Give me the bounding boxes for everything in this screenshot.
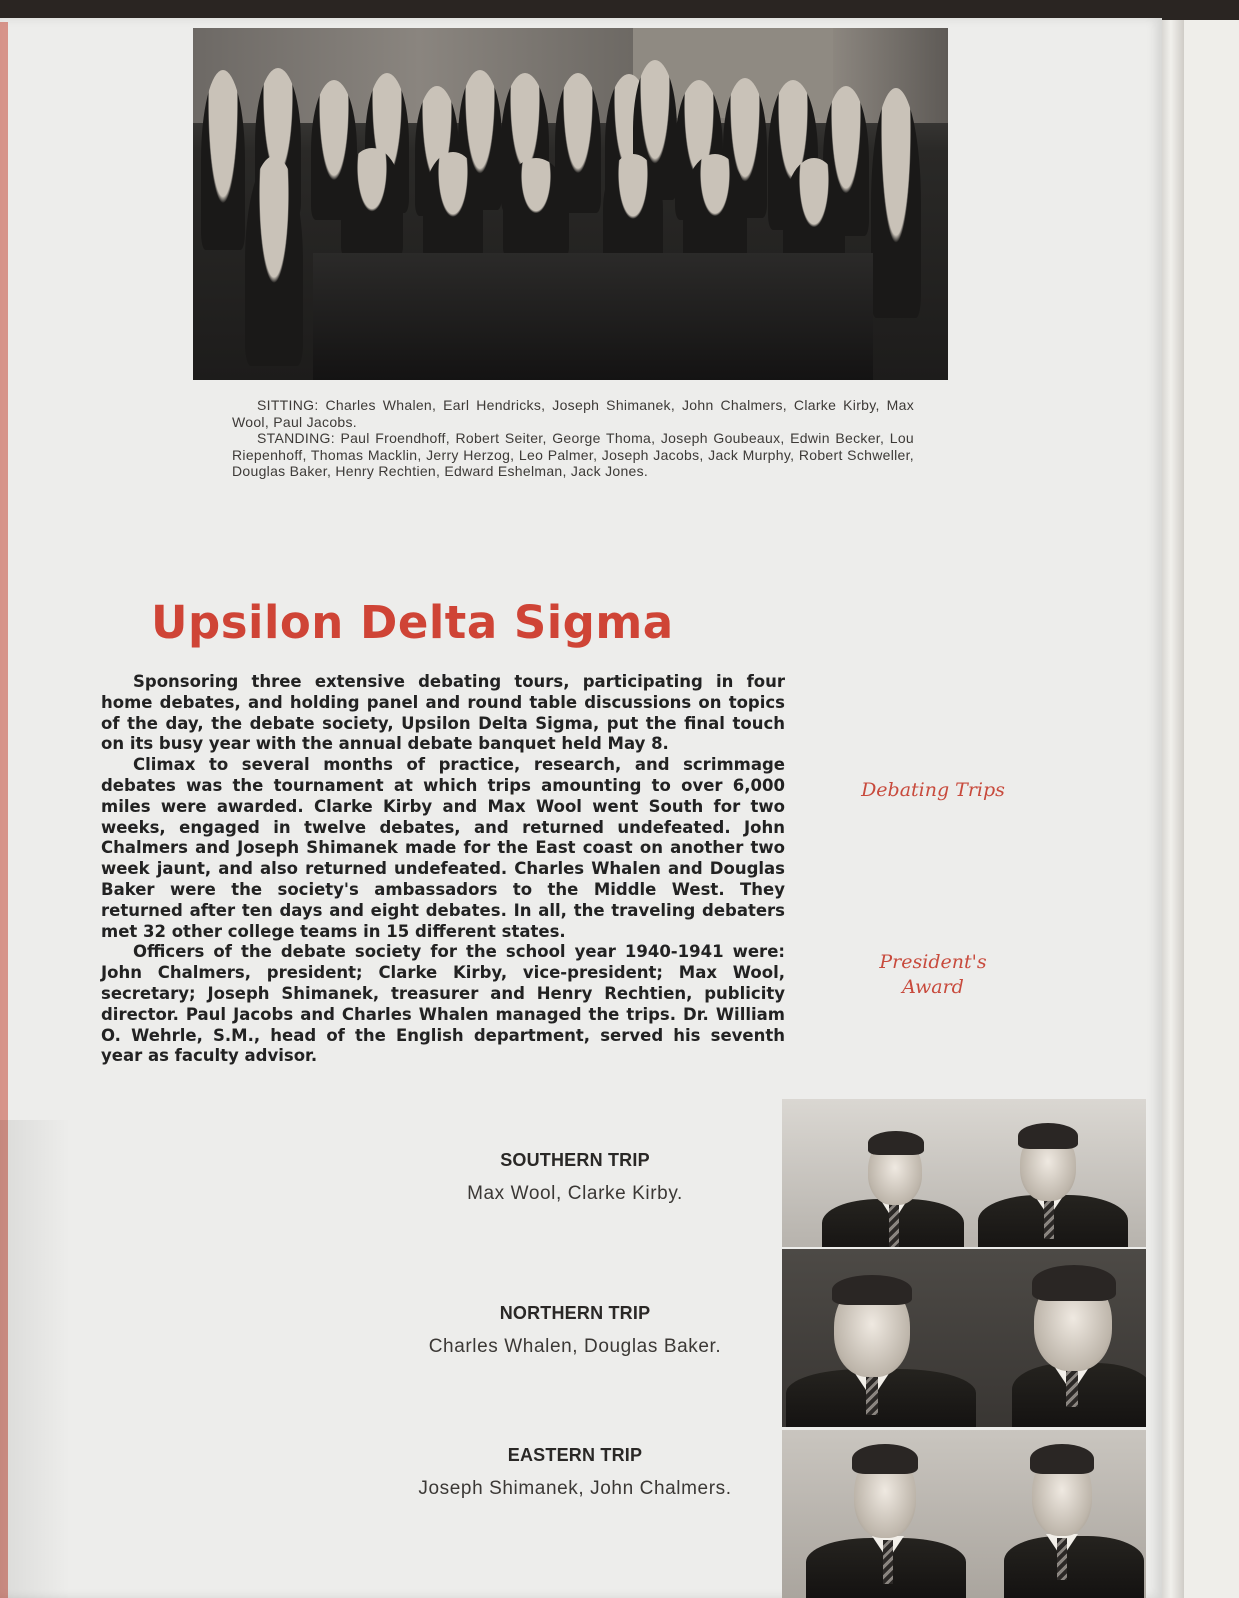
portrait-hair: [868, 1131, 924, 1155]
portrait-hair: [1030, 1444, 1094, 1474]
sitting-person: [503, 158, 569, 258]
northern-trip-portrait: [782, 1249, 1146, 1427]
margin-note-line: President's: [879, 951, 987, 973]
debate-table: [313, 253, 873, 380]
trip-names: Joseph Shimanek, John Chalmers.: [418, 1478, 732, 1499]
paragraph: Sponsoring three extensive debating tours, participating in four home debates, and holding panel and round table discussions on topics of the day, the debate society, Upsilon Delta Sigma, put the final touch on its busy year with the annual debate banquet held May 8.: [101, 672, 785, 754]
paragraph: Officers of the debate society for the school year 1940-1941 were: John Chalmers, president; Clarke Kirby, vice-president; Max Wool, secretary; Joseph Shimanek, treasurer and Henry Rechtien, publicity director. Paul Jacobs and Charles Whalen managed the trips. Dr. William O. Wehrle, S.M., head of the English department, served his seventh year as faculty advisor.: [101, 942, 785, 1066]
sitting-person: [603, 154, 663, 264]
portrait-tie: [1057, 1538, 1067, 1580]
southern-trip: [380, 1150, 770, 1205]
northern-trip: [380, 1303, 770, 1358]
page-stack-edge: [1162, 20, 1184, 1598]
scan-background-right: [1184, 20, 1239, 1598]
sitting-person: [683, 154, 747, 264]
portrait-tie: [1066, 1367, 1078, 1407]
margin-note-presidents-award: [842, 950, 1024, 1000]
trip-names: Max Wool, Clarke Kirby.: [467, 1183, 683, 1204]
photo-caption: [232, 397, 914, 480]
portrait-tie: [883, 1540, 893, 1584]
portrait-tie: [1044, 1199, 1054, 1239]
portrait-hair: [1032, 1265, 1116, 1301]
portrait-hair: [832, 1275, 912, 1305]
trip-title: NORTHERN TRIP: [499, 1303, 651, 1323]
caption-standing: STANDING: Paul Froendhoff, Robert Seiter, George Thoma, Joseph Goubeaux, Edwin Becker, Lou Riepenhoff, Thomas Macklin, Jerry Herzog, Leo Palmer, Joseph Jacobs, Jack Murphy, Robert Schweller, Douglas Baker, Henry Rechtien, Edward Eshelman, Jack Jones.: [232, 430, 914, 479]
sitting-person: [423, 152, 483, 262]
caption-sitting: SITTING: Charles Whalen, Earl Hendricks, Joseph Shimanek, John Chalmers, Clarke Kirby, Max Wool, Paul Jacobs.: [232, 397, 914, 430]
group-photo: [193, 28, 948, 380]
page-title: Upsilon Delta Sigma: [151, 596, 674, 649]
trip-title: SOUTHERN TRIP: [500, 1150, 650, 1170]
paragraph: Climax to several months of practice, research, and scrimmage debates was the tournament at which trips amounting to over 6,000 miles were awarded. Clarke Kirby and Max Wool went South for two weeks, engaged in twelve debates, and returned undefeated. John Chalmers and Joseph Shimanek made for the East coast on another two week jaunt, and also returned undefeated. Charles Whalen and Douglas Baker were the society's ambassadors to the Middle West. They returned after ten days and eight debates. In all, the traveling debaters met 32 other college teams in 15 different states.: [101, 755, 785, 941]
eastern-trip: [380, 1445, 770, 1500]
eastern-trip-portrait: [782, 1430, 1146, 1598]
margin-note-debating-trips: Debating Trips: [861, 779, 1005, 801]
portrait-tie: [866, 1375, 878, 1415]
standing-person: [201, 70, 245, 250]
sitting-person: [341, 148, 403, 258]
article-body: [101, 672, 785, 1067]
southern-trip-portrait: [782, 1099, 1146, 1247]
trip-names: Charles Whalen, Douglas Baker.: [428, 1336, 722, 1357]
page-shadow: [0, 1120, 70, 1598]
portrait-hair: [1018, 1123, 1078, 1149]
sitting-person: [245, 156, 303, 366]
portrait-suit: [1004, 1536, 1144, 1598]
standing-person: [871, 88, 921, 318]
portrait-tie: [889, 1203, 899, 1247]
portrait-hair: [852, 1444, 918, 1474]
trip-title: EASTERN TRIP: [507, 1445, 643, 1465]
margin-note-line: Award: [902, 976, 964, 998]
